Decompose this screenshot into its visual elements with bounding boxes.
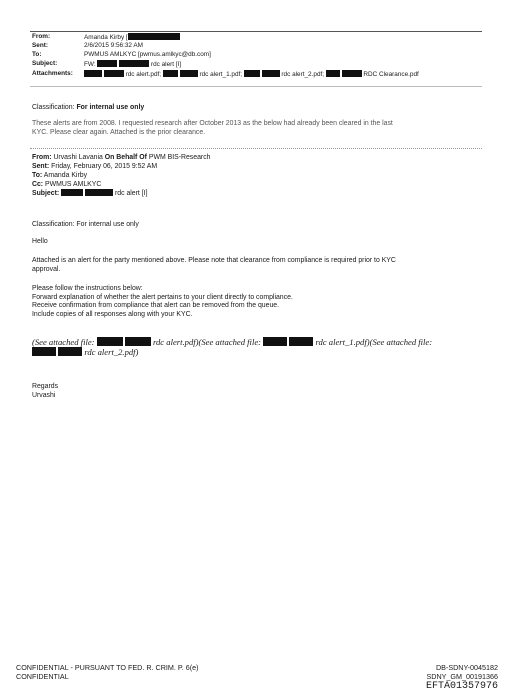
greeting: Hello [32, 238, 48, 245]
forwarded-header [32, 153, 211, 198]
redaction [125, 337, 151, 346]
header-top-rule [30, 31, 482, 32]
subject-fw: FW: [84, 61, 96, 68]
fwd-on-behalf: On Behalf Of [104, 154, 147, 161]
instruction-step-1: Forward explanation of whether the alert pertains to your client directly to compliance. [32, 293, 293, 301]
signoff-regards: Regards [32, 383, 59, 390]
redaction [104, 70, 124, 77]
reply-line-2: KYC. Please clear again. Attached is the prior clearance. [32, 128, 206, 136]
redaction [262, 70, 280, 77]
fwd-cc-row [32, 180, 211, 189]
classification-value: For internal use only [76, 104, 145, 111]
redaction [289, 337, 313, 346]
redaction [84, 70, 102, 77]
to-label: To: [32, 51, 42, 58]
attached-refs-line-2 [32, 347, 432, 357]
instruction-step-2: Receive confirmation from compliance that alert can be removed from the queue. [32, 302, 280, 310]
redaction [85, 189, 113, 196]
sent-value: 2/6/2015 9:56:32 AM [84, 42, 143, 49]
fwd-cc-value: PWMUS AMLKYC [45, 181, 102, 188]
subject-label: Subject: [32, 60, 58, 67]
redaction [263, 337, 287, 346]
signoff-name: Urvashi [32, 391, 56, 399]
forward-separator [30, 148, 482, 149]
footer-confidential-2: CONFIDENTIAL [16, 672, 69, 681]
redaction [244, 70, 260, 77]
attachment-2[interactable]: rdc alert_1.pdf; [199, 71, 243, 78]
classification-prefix: Classification: [32, 104, 75, 111]
fwd-from-group: PWM BIS-Research [148, 154, 211, 161]
redaction [163, 70, 178, 77]
header-subject-row [0, 60, 512, 70]
redaction [119, 60, 149, 67]
fwd-from-row [32, 153, 211, 162]
attached-ref-4-text[interactable]: rdc alert_2.pdf) [84, 347, 139, 357]
attached-ref-3-text[interactable]: rdc alert_1.pdf)(See attached file: [315, 337, 433, 347]
attachments-value [84, 70, 419, 79]
fwd-sent-label: Sent: [32, 163, 50, 170]
para1-line-2: approval. [32, 265, 61, 273]
attachments-label: Attachments: [32, 70, 73, 77]
attached-refs-line-1 [32, 337, 432, 347]
fwd-subject-row [32, 189, 211, 198]
redaction [32, 347, 56, 356]
subject-text: rdc alert [I] [150, 61, 182, 68]
redaction [180, 70, 198, 77]
from-text: Amanda Kirby [ [84, 34, 128, 41]
footer-left [16, 663, 199, 681]
redaction [326, 70, 340, 77]
attachment-1[interactable]: rdc alert.pdf; [125, 71, 162, 78]
reply-line-1: These alerts are from 2008. I requested research after October 2013 as the below had already been cleared in the last [32, 120, 393, 127]
reply-paragraph [32, 120, 393, 137]
fwd-to-row [32, 171, 211, 180]
redaction [128, 33, 180, 40]
from-value [84, 33, 180, 42]
attachment-3[interactable]: rdc alert_2.pdf; [281, 71, 325, 78]
attached-file-refs [32, 337, 432, 357]
fwd-from-label: From: [32, 154, 52, 161]
redaction [58, 347, 82, 356]
fwd-sent-value: Friday, February 06, 2015 9:52 AM [51, 163, 158, 170]
header-bottom-rule [30, 86, 482, 87]
signoff [32, 383, 58, 400]
body-paragraph-1 [32, 257, 396, 274]
footer-efta-number: EFTA01357976 [425, 681, 498, 692]
fwd-subject-value: rdc alert [I] [114, 190, 148, 197]
subject-value [84, 60, 181, 69]
fwd-cc-label: Cc: [32, 181, 44, 188]
redaction [342, 70, 362, 77]
fwd-subject-label: Subject: [32, 190, 60, 197]
para1-line-1: Attached is an alert for the party mentioned above. Please note that clearance from compliance is required prior to KYC [32, 257, 396, 264]
redaction [97, 60, 117, 67]
attachment-4[interactable]: RDC Clearance.pdf [363, 71, 419, 78]
footer-confidential-1: CONFIDENTIAL - PURSUANT TO FED. R. CRIM. P. 6(e) [16, 663, 199, 672]
fwd-to-label: To: [32, 172, 43, 179]
attached-ref-2-text[interactable]: rdc alert.pdf)(See attached file: [152, 337, 262, 347]
footer-bates-2: SDNY_GM_00191366 [426, 672, 498, 681]
sent-label: Sent: [32, 42, 48, 49]
redaction [61, 189, 83, 196]
instructions-intro: Please follow the instructions below: [32, 285, 143, 292]
instruction-step-3: Include copies of all responses along with your KYC. [32, 310, 193, 318]
footer-right [426, 663, 498, 692]
fwd-sent-row [32, 162, 211, 171]
classification-1 [32, 104, 144, 113]
classification-2: Classification: For internal use only [32, 221, 139, 228]
header-attachments-row [0, 70, 512, 80]
fwd-to-value: Amanda Kirby [43, 172, 88, 179]
from-label: From: [32, 33, 51, 40]
fwd-from-name: Urvashi Lavania [53, 154, 103, 161]
instructions [32, 285, 293, 319]
to-value: PWMUS AMLKYC [pwmus.amlkyc@db.com] [84, 51, 211, 58]
attached-ref-1-text: (See attached file: [32, 337, 95, 347]
footer-bates-1: DB-SDNY-0045182 [435, 663, 498, 672]
redaction [97, 337, 123, 346]
